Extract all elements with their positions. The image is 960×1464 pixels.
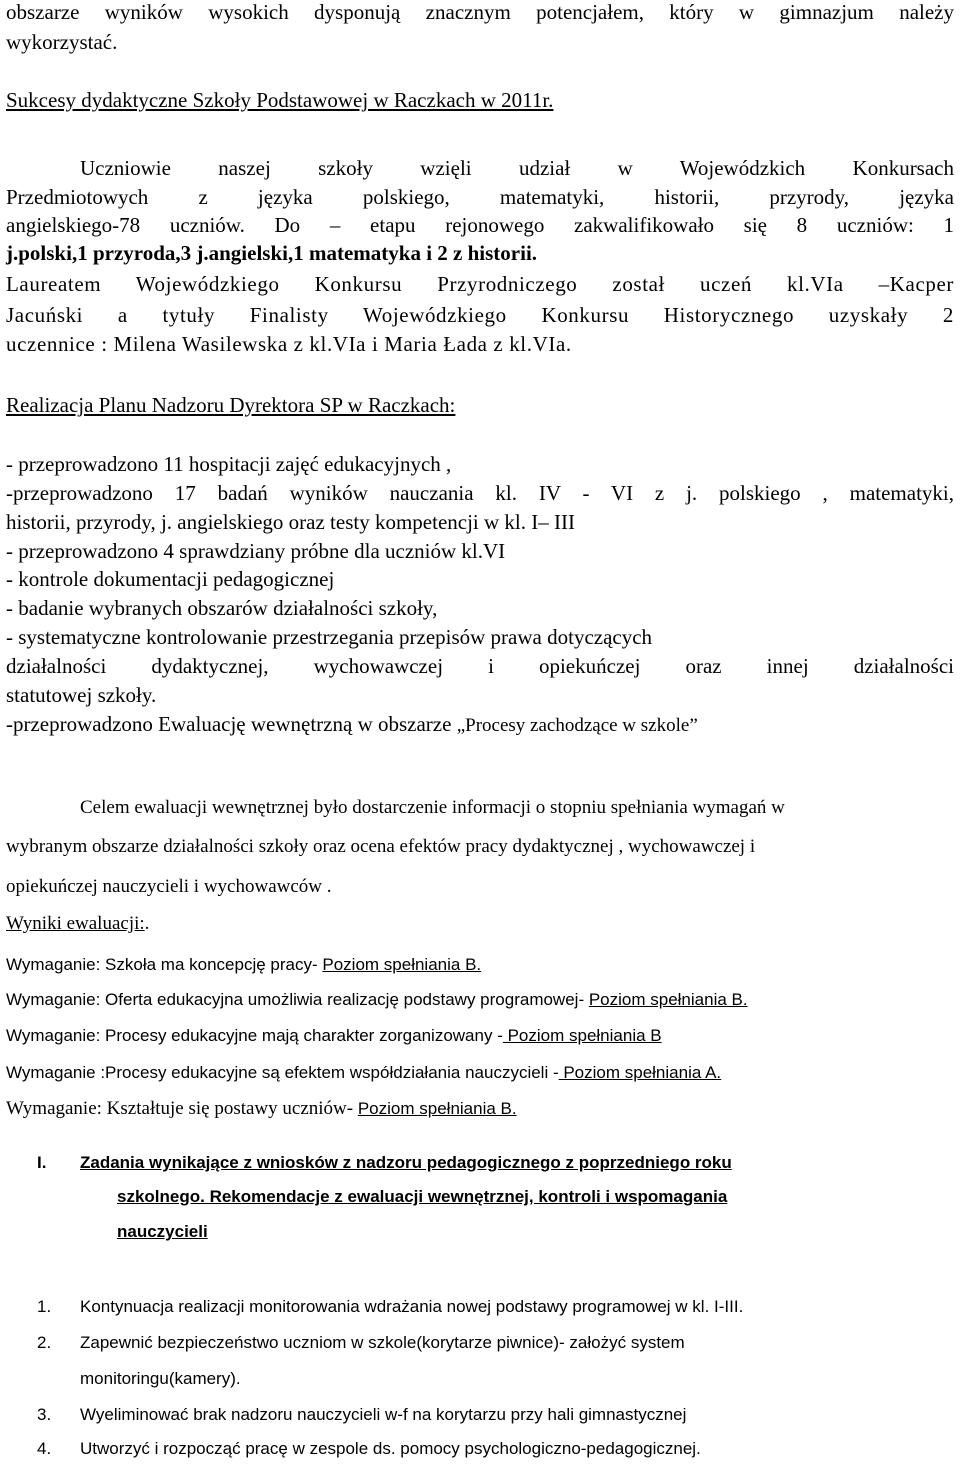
plan-item-8: działalności dydaktycznej, wychowawczej i opiekuńczej oraz innej działalności	[6, 654, 954, 678]
plan-item-2: -przeprowadzono 17 badań wyników nauczania kl. IV - VI z j. polskiego , matematyki,	[6, 481, 954, 505]
task-4-text: Utworzyć i rozpocząć pracę w zespole ds. pomocy psychologiczno-pedagogicznej.	[80, 1439, 701, 1458]
plan-heading: Realizacja Planu Nadzoru Dyrektora SP w Raczkach:	[6, 393, 456, 417]
results-heading-line	[6, 913, 149, 935]
requirement-4-text: Wymaganie :Procesy edukacyjne są efektem współdziałania nauczycieli -	[6, 1063, 559, 1082]
successes-p2-line-3: uczennice : Milena Wasilewska z kl.VIa i Maria Łada z kl.VIa.	[6, 332, 572, 356]
requirement-5	[6, 1098, 517, 1120]
requirement-4-level: Poziom spełniania A.	[558, 1063, 722, 1082]
successes-p1-line-1: Uczniowie naszej szkoły wzięli udział w Wojewódzkich Konkursach	[80, 156, 954, 180]
requirement-5-text: Wymaganie: Kształtuje się postawy uczniów-	[6, 1098, 358, 1119]
plan-item-3: historii, przyrody, j. angielskiego oraz testy kompetencji w kl. I– III	[6, 510, 575, 534]
task-2-text-line-1: Zapewnić bezpieczeństwo uczniom w szkole(korytarze piwnice)- założyć system	[80, 1333, 685, 1352]
plan-item-7: - systematyczne kontrolowanie przestrzegania przepisów prawa dotyczących	[6, 625, 653, 649]
task-3-text: Wyeliminować brak nadzoru nauczycieli w-f na korytarzu przy hali gimnastycznej	[80, 1405, 687, 1424]
plan-item-1: - przeprowadzono 11 hospitacji zajęć edukacyjnych ,	[6, 452, 452, 476]
plan-evaluation-line	[6, 712, 698, 737]
plan-evaluation-area: „Procesy zachodzące w szkole”	[456, 715, 698, 736]
evaluation-purpose-line-1: Celem ewaluacji wewnętrznej było dostarczenie informacji o stopniu spełniania wymagań w	[80, 797, 785, 818]
requirement-2-level: Poziom spełniania B.	[588, 990, 748, 1009]
task-2-text-line-2: monitoringu(kamery).	[80, 1369, 241, 1388]
requirement-1-level: Poziom spełniania B.	[322, 955, 482, 974]
requirement-2	[6, 990, 748, 1010]
section-title-line-2: szkolnego. Rekomendacje z ewaluacji wewnętrznej, kontroli i wspomagania	[117, 1187, 728, 1206]
plan-item-4: - przeprowadzono 4 sprawdziany próbne dla uczniów kl.VI	[6, 539, 506, 563]
requirement-5-level: Poziom spełniania B.	[357, 1099, 517, 1118]
requirement-4	[6, 1063, 721, 1083]
task-4-number: 4.	[37, 1439, 52, 1458]
section-title-line-3: nauczycieli	[117, 1222, 208, 1241]
task-3-number: 3.	[37, 1405, 52, 1424]
successes-heading: Sukcesy dydaktyczne Szkoły Podstawowej w Raczkach w 2011r.	[6, 88, 554, 112]
successes-p2-line-2: Jacuński a tytuły Finalisty Wojewódzkiego Konkursu Historycznego uzyskały 2	[6, 303, 954, 327]
successes-p1-line-2: Przedmiotowych z języka polskiego, matematyki, historii, przyrody, języka	[6, 185, 954, 209]
requirement-3-level: Poziom spełniania B	[502, 1026, 662, 1045]
successes-p1-line-3: angielskiego-78 uczniów. Do – etapu rejonowego zakwalifikowało się 8 uczniów: 1	[6, 213, 954, 237]
plan-item-5: - kontrole dokumentacji pedagogicznej	[6, 567, 335, 591]
plan-item-9: statutowej szkoły.	[6, 683, 157, 707]
task-1-number: 1.	[37, 1297, 52, 1316]
results-heading: Wyniki ewaluacji:	[6, 913, 145, 934]
task-1-text: Kontynuacja realizacji monitorowania wdrażania nowej podstawy programowej w kl. I-III.	[80, 1297, 744, 1316]
evaluation-purpose-line-3: opiekuńczej nauczycieli i wychowawców .	[6, 876, 332, 897]
requirement-1-text: Wymaganie: Szkoła ma koncepcję pracy-	[6, 955, 323, 974]
successes-p2-line-1: Laureatem Wojewódzkiego Konkursu Przyrodniczego został uczeń kl.VIa –Kacper	[6, 272, 954, 296]
requirement-3	[6, 1026, 662, 1046]
task-2-number: 2.	[37, 1333, 52, 1352]
plan-item-6: - badanie wybranych obszarów działalności szkoły,	[6, 596, 438, 620]
evaluation-purpose-line-2: wybranym obszarze działalności szkoły oraz ocena efektów pracy dydaktycznej , wychowawczej i	[6, 836, 756, 857]
section-title-line-1: Zadania wynikające z wniosków z nadzoru pedagogicznego z poprzedniego roku	[80, 1153, 732, 1172]
requirement-3-text: Wymaganie: Procesy edukacyjne mają charakter zorganizowany -	[6, 1026, 503, 1045]
plan-evaluation-prefix: -przeprowadzono Ewaluację wewnętrzną w obszarze	[6, 712, 457, 736]
intro-line-2: wykorzystać.	[6, 30, 118, 54]
results-heading-dot: .	[144, 913, 150, 934]
intro-line-1: obszarze wyników wysokich dysponują znacznym potencjałem, który w gimnazjum należy	[6, 0, 954, 24]
requirement-2-text: Wymaganie: Oferta edukacyjna umożliwia realizację podstawy programowej-	[6, 990, 589, 1009]
section-number: I.	[37, 1153, 47, 1172]
successes-p1-line-4: j.polski,1 przyroda,3 j.angielski,1 matematyka i 2 z historii.	[6, 241, 538, 265]
requirement-1	[6, 955, 481, 975]
